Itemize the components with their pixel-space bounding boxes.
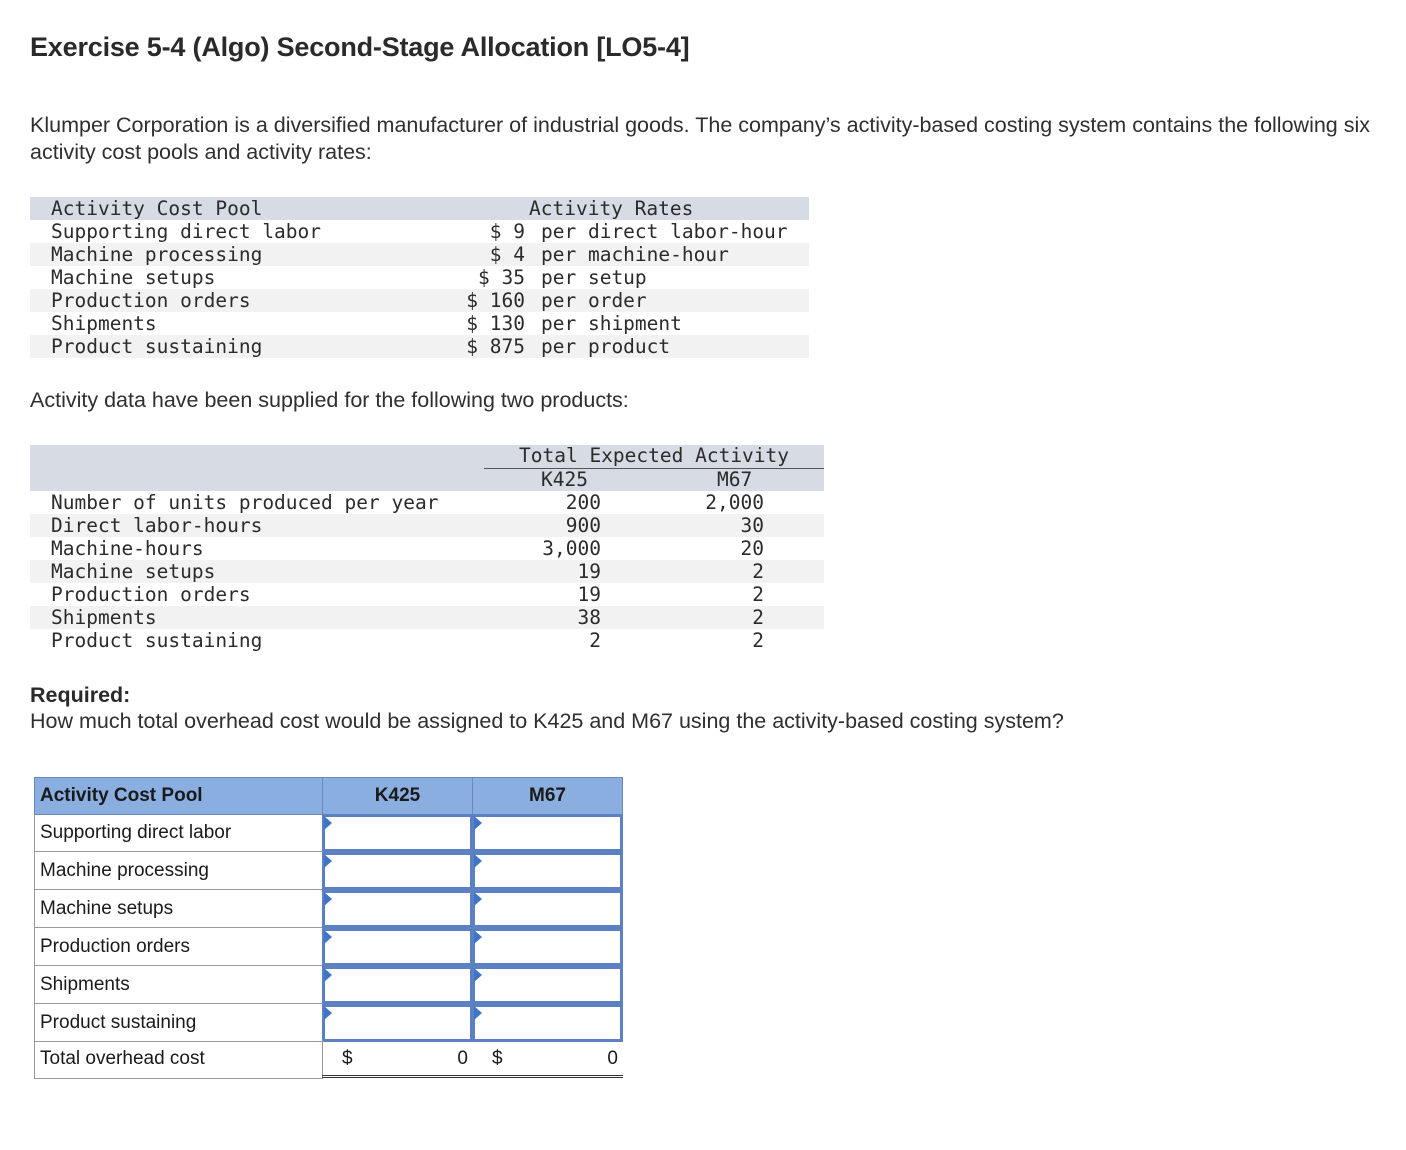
activity-m67-value: 2,000 <box>705 491 764 514</box>
rate-amount: $ 9 <box>489 220 525 243</box>
rate-unit: per product <box>541 335 671 358</box>
activity-label: Production orders <box>51 583 251 606</box>
rate-pool-name: Production orders <box>51 289 251 312</box>
rate-pool-name: Machine processing <box>51 243 263 266</box>
activity-row <box>30 606 824 629</box>
rate-amount: $ 875 <box>466 335 525 358</box>
k425-input-product-sustaining[interactable] <box>322 1004 473 1042</box>
m67-input-supporting-direct-labor[interactable] <box>472 814 623 852</box>
grid-row-label: Production orders <box>34 928 323 966</box>
rates-row <box>30 335 809 358</box>
total-overhead-label: Total overhead cost <box>34 1040 323 1079</box>
k425-input-machine-setups[interactable] <box>322 890 473 928</box>
rate-unit: per shipment <box>541 312 682 335</box>
rate-pool-name: Product sustaining <box>51 335 263 358</box>
rates-header-pool: Activity Cost Pool <box>51 197 263 220</box>
required-label: Required: <box>30 683 131 707</box>
input-marker-icon <box>474 1006 482 1020</box>
rate-amount: $ 4 <box>489 243 525 266</box>
total-k425-cell <box>322 1040 473 1078</box>
m67-input-machine-setups[interactable] <box>472 890 623 928</box>
activity-k425-value: 900 <box>565 514 601 537</box>
activity-label: Direct labor-hours <box>51 514 263 537</box>
data-intro-paragraph: Activity data have been supplied for the following two products: <box>30 388 629 412</box>
grid-row-label: Supporting direct labor <box>34 814 323 852</box>
activity-label: Machine setups <box>51 560 216 583</box>
total-expected-activity-header: Total Expected Activity <box>519 444 790 467</box>
rate-amount: $ 35 <box>478 266 525 289</box>
k425-input-shipments[interactable] <box>322 966 473 1004</box>
activity-label: Product sustaining <box>51 629 263 652</box>
total-k425-value: 0 <box>457 1048 468 1069</box>
rates-row <box>30 243 809 266</box>
total-m67-cell <box>472 1040 623 1078</box>
activity-header <box>30 445 824 491</box>
rate-pool-name: Supporting direct labor <box>51 220 322 243</box>
rate-amount: $ 130 <box>466 312 525 335</box>
k425-input-supporting-direct-labor[interactable] <box>322 814 473 852</box>
col-header-m67: M67 <box>717 468 753 491</box>
activity-row <box>30 583 824 606</box>
activity-m67-value: 2 <box>752 560 764 583</box>
rates-row <box>30 312 809 335</box>
k425-input-production-orders[interactable] <box>322 928 473 966</box>
intro-paragraph: Klumper Corporation is a diversified manufacturer of industrial goods. The company’s activity-based costing system contains the following six activity cost pools and activity rates: <box>30 113 1371 164</box>
rate-unit: per machine-hour <box>541 243 729 266</box>
rate-pool-name: Shipments <box>51 312 157 335</box>
grid-row-label: Machine processing <box>34 852 323 890</box>
activity-m67-value: 2 <box>752 606 764 629</box>
activity-rates-table <box>30 197 809 358</box>
grid-row-label: Machine setups <box>34 890 323 928</box>
input-marker-icon <box>324 892 332 906</box>
rates-header-rates: Activity Rates <box>529 197 694 220</box>
input-marker-icon <box>474 816 482 830</box>
input-marker-icon <box>324 816 332 830</box>
question-text: How much total overhead cost would be assigned to K425 and M67 using the activity-based costing system? <box>30 709 1064 733</box>
grid-header-m67: M67 <box>472 777 623 815</box>
activity-label: Number of units produced per year <box>51 491 439 514</box>
rate-unit: per order <box>541 289 647 312</box>
activity-k425-value: 19 <box>577 583 601 606</box>
rate-unit: per direct labor-hour <box>541 220 788 243</box>
activity-m67-value: 30 <box>740 514 764 537</box>
rates-row <box>30 289 809 312</box>
input-marker-icon <box>474 854 482 868</box>
grid-row-label: Shipments <box>34 966 323 1004</box>
m67-input-machine-processing[interactable] <box>472 852 623 890</box>
activity-row <box>30 537 824 560</box>
activity-row <box>30 560 824 583</box>
activity-row <box>30 629 824 652</box>
activity-k425-value: 3,000 <box>542 537 601 560</box>
activity-k425-value: 200 <box>565 491 601 514</box>
rate-amount: $ 160 <box>466 289 525 312</box>
rates-header-row <box>30 197 809 220</box>
rate-unit: per setup <box>541 266 647 289</box>
grid-header-k425: K425 <box>322 777 473 815</box>
grid-header-pool: Activity Cost Pool <box>34 777 323 815</box>
input-marker-icon <box>474 930 482 944</box>
activity-m67-value: 20 <box>740 537 764 560</box>
input-marker-icon <box>474 892 482 906</box>
input-marker-icon <box>324 1006 332 1020</box>
rates-row <box>30 266 809 289</box>
input-marker-icon <box>324 968 332 982</box>
activity-label: Shipments <box>51 606 157 629</box>
activity-k425-value: 19 <box>577 560 601 583</box>
activity-m67-value: 2 <box>752 629 764 652</box>
total-m67-currency: $ <box>492 1048 503 1069</box>
k425-input-machine-processing[interactable] <box>322 852 473 890</box>
rate-pool-name: Machine setups <box>51 266 216 289</box>
input-marker-icon <box>474 968 482 982</box>
header-divider <box>484 468 824 469</box>
rates-row <box>30 220 809 243</box>
m67-input-production-orders[interactable] <box>472 928 623 966</box>
page-title: Exercise 5-4 (Algo) Second-Stage Allocation [LO5-4] <box>30 32 690 62</box>
activity-row <box>30 514 824 537</box>
total-m67-value: 0 <box>607 1048 618 1069</box>
input-marker-icon <box>324 930 332 944</box>
activity-k425-value: 38 <box>577 606 601 629</box>
m67-input-shipments[interactable] <box>472 966 623 1004</box>
activity-m67-value: 2 <box>752 583 764 606</box>
total-k425-currency: $ <box>342 1048 353 1069</box>
activity-row <box>30 491 824 514</box>
grid-row-label: Product sustaining <box>34 1004 323 1042</box>
activity-label: Machine-hours <box>51 537 204 560</box>
activity-data-table <box>30 445 824 652</box>
activity-k425-value: 2 <box>589 629 601 652</box>
input-marker-icon <box>324 854 332 868</box>
col-header-k425: K425 <box>541 468 588 491</box>
m67-input-product-sustaining[interactable] <box>472 1004 623 1042</box>
